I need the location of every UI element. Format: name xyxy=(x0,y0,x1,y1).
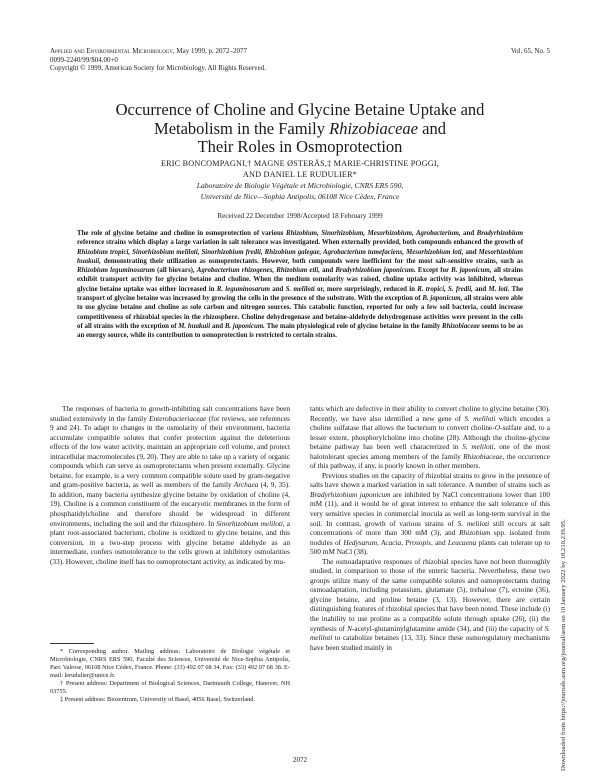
footnotes xyxy=(50,648,290,704)
body-column-left xyxy=(50,404,290,566)
intro-paragraph-1-continued: tants which are defective in their ability to convert choline to glycine betaine (30). Recently, we have also identified a new gene of S. meliloti which encodes a choline sulfatase that allows the bacterium to convert choline-O-sulfate and, to a lesser extent, phosphorylcholine into choline (28). Although the choline-glycine betaine pathway has been well characterized in S. meliloti, one of the most halotolerant species among members of the family Rhizobiaceae, the occurrence of this pathway, if any, is poorly known in other members. xyxy=(310,404,551,471)
page-number: 2072 xyxy=(293,756,307,764)
present-address-footnote-2: ‡ Present address: Biozentrum, University of Basel, 4056 Basel, Switzerland. xyxy=(60,696,255,703)
issn: 0099-2240/99/$04.00+0 xyxy=(50,55,118,64)
article-title: Occurrence of Choline and Glycine Betaine Uptake and Metabolism in the Family Rhizobiaceae and Their Roles in Osmoprotection xyxy=(115,100,485,156)
abstract: The role of glycine betaine and choline in osmoprotection of various Rhizobium, Sinorhizobium, Mesorhizobium, Agrobacterium, and Bradyrhizobium reference strains which display a large variation in salt tolerance was investigated. When externally provided, both compounds enhanced the growth of Rhizobium tropici, Sinorhizobium meliloti, Sinorhizobium fredii, Rhizobium galegae, Agrobacterium tumefaciens, Mesorhizobium loti, and Mesorhizobium huakuii, demonstrating their utilization as osmoprotectants. However, both compounds were inefficient for the most salt-sensitive strains, such as Rhizobium leguminosarum (all biovars), Agrobacterium rhizogenes, Rhizobium etli, and Bradyrhizobium japonicum. Except for B. japonicum, all strains exhibit transport activity for glycine betaine and choline. When the medium osmolarity was raised, choline uptake activity was inhibited, whereas glycine betaine uptake was either increased in R. leguminosarum and S. meliloti or, more surprisingly, reduced in R. tropici, S. fredii, and M. loti. The transport of glycine betaine was increased by growing the cells in the presence of the substrate. With the exception of B. japonicum, all strains were able to use glycine betaine and choline as sole carbon and nitrogen sources. This catabolic function, reported for only a few soil bacteria, could increase competitiveness of rhizobial species in the rhizosphere. Choline dehydrogenase and betaine-aldehyde dehydrogenase activities were present in the cells of all strains with the exception of M. huakuii and B. japonicum. The main physiological role of glycine betaine in the family Rhizobiaceae seems to be as an energy source, while its contribution to osmoprotection is restricted to certain strains. xyxy=(77,230,524,340)
footnote-divider xyxy=(50,643,94,644)
intro-paragraph-3: The osmoadaptative responses of rhizobial species have not been thoroughly studied, in comparison to those of the enteric bacteria. Nevertheless, these two groups utilize many of the same compatible solutes and osmoprotectants during osmoadaptation, including potassium, glutamate (5), trehalose (7), ectoine (36), glycine betaine, and proline betaine (3, 13). However, there are certain distinguishing features of rhizobial species that have been noted. These include (i) the inability to use proline as a compatible solute through uptake (26), (ii) the synthesis of N-acetyl-glutaminylglutamine amide (34), and (iii) the capacity of S. meliloti to catabolize betaines (13, 33). Since these osmoregulatory mechanisms have been studied mainly in xyxy=(310,556,550,652)
received-dates: Received 22 December 1998/Accepted 18 February 1999 xyxy=(217,212,383,220)
journal-citation: Applied and Environmental Microbiology, May 1999, p. 2072–2077 xyxy=(50,47,247,55)
body-column-right xyxy=(310,404,550,652)
intro-paragraph-2: Previous studies on the capacity of rhizobial strains to grow in the presence of salts have shown a marked variation in salt tolerance. A number of strains such as Bradyrhizobium japonicum are inhibited by NaCl concentrations lower than 100 mM (11), and it would be of great interest to enhance the salt tolerance of this very sensitive species in commercial inocula as well as long-term survival in the soil. In contrast, growth of various strains of S. meliloti still occurs at salt concentrations of more than 300 mM (3), and Rhizobium spp. isolated from nodules of Hedysarum, Acacia, Prosopis, and Leucaena plants can tolerate up to 500 mM NaCl (38). xyxy=(310,470,550,557)
download-watermark: Downloaded from https://journals.asm.org/journal/aem on 10 January 2022 by 18.210.239.95. xyxy=(560,519,567,771)
corresponding-author-footnote: * Corresponding author. Mailing address: Laboratoire de Biologie végétale et Microbiologie, CNRS ERS 590, Faculté des Sciences, Université de Nice-Sophia Antipolis, Parc Valrose, 06108 Nice Cédex, France. Phone: (33) 492 07 68 34. Fax: (33) 492 07 68 38. E-mail: lerudulier@unice.fr. xyxy=(50,648,290,679)
intro-paragraph-1: The responses of bacteria to growth-inhibiting salt concentrations have been studied extensively in the family Enterobacteriaceae (for reviews, see references 9 and 24). To adapt to changes in the osmolarity of their environment, bacteria accumulate compatible solutes that confer protection against the deleterious effects of the low water activity, maintain an appropriate cell volume, and protect intracellular macromolecules (9, 20). They are able to take up a variety of organic compounds which can serve as osmoprotectants when present externally. Glycine betaine, for example, is a very common compatible solute used by gram-negative and gram-positive bacteria, as well as members of the family Archaea (4, 9, 35). In addition, many bacteria synthesize glycine betaine by oxidation of choline (4, 19). Choline is a common constituent of the eucaryotic membranes in the form of phosphatidylcholine and therefore should be widespread in different environments, including the soil and the rhizosphere. In Sinorhizobium meliloti, a plant root-associated bacterium, choline is oxidized to glycine betaine, and this conversion, in a two-step process with glycine betaine aldehyde as an intermediate, confers osmotolerance to the cells grown at inhibitory osmolarities (33). However, choline itself has no osmoprotectant activity, as indicated by mu- xyxy=(50,404,290,566)
copyright: Copyright © 1999, American Society for Microbiology. All Rights Reserved. xyxy=(50,64,267,73)
author-list: ERIC BONCOMPAGNI,† MAGNE ØSTERÅS,‡ MARIE-CHRISTINE POGGI, AND DANIEL LE RUDULIER* xyxy=(160,159,440,179)
journal-header xyxy=(50,47,266,73)
present-address-footnote-1: † Present address: Department of Biological Sciences, Dartmouth College, Hanover, NH 03755. xyxy=(50,680,290,695)
volume-number: Vol. 65, No. 5 xyxy=(510,47,550,55)
affiliation: Laboratoire de Biologie Végétale et Microbiologie, CNRS ERS 590, Université de Nice—Sophia Antipolis, 06108 Nice Cédex, France xyxy=(196,181,404,201)
